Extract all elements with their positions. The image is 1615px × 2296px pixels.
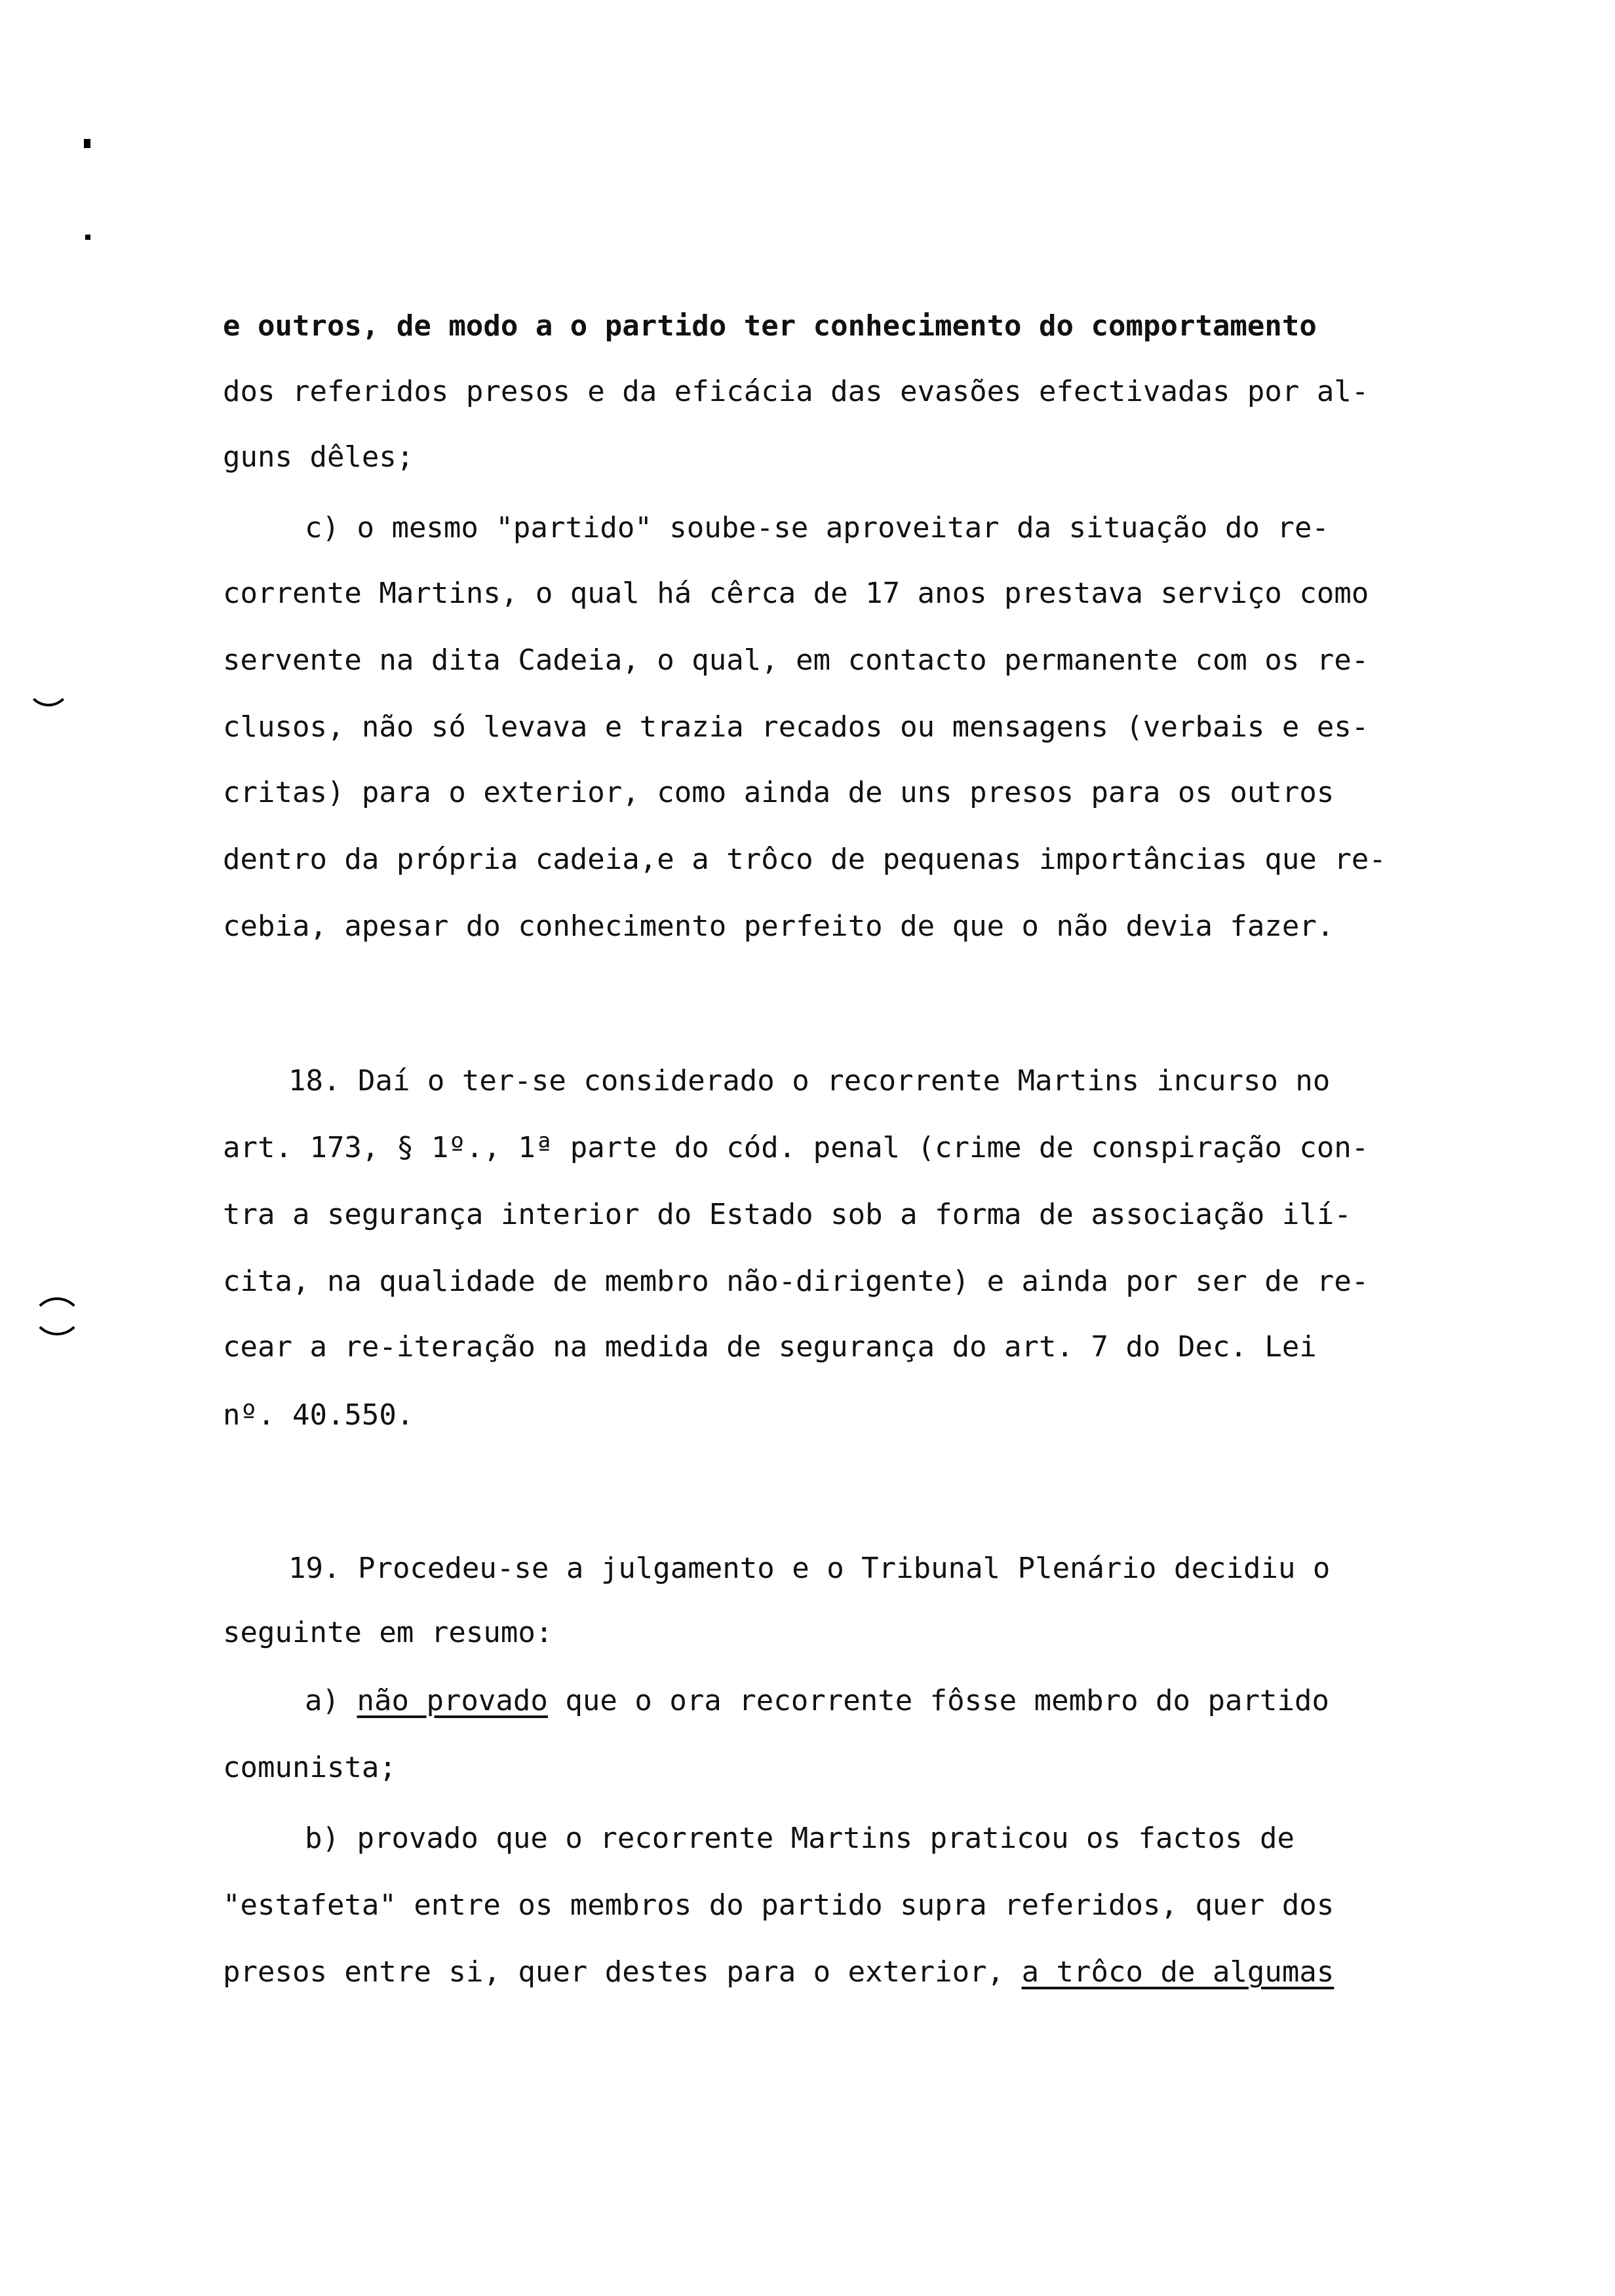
text-line: cita, na qualidade de membro não-dirigente) e ainda por ser de re-: [223, 1265, 1369, 1298]
text-line: servente na dita Cadeia, o qual, em contacto permanente com os re-: [223, 643, 1369, 677]
binder-hole-mark: [26, 662, 71, 706]
text-line: cebia, apesar do conhecimento perfeito de que o não devia fazer.: [223, 909, 1334, 943]
text-line: corrente Martins, o qual há cêrca de 17 anos prestava serviço como: [223, 577, 1369, 610]
binder-hole-mark: [31, 1297, 83, 1349]
item-label: a): [305, 1684, 340, 1717]
paragraph-18-line: 18. Daí o ter-se considerado o recorrente Martins incurso no: [288, 1064, 1331, 1098]
text-fragment: que o ora recorrente fôsse membro do partido: [547, 1684, 1329, 1717]
text-line: tra a segurança interior do Estado sob a forma de associação ilí-: [223, 1198, 1352, 1231]
text-line: "estafeta" entre os membros do partido supra referidos, quer dos: [223, 1888, 1334, 1922]
text-fragment: presos entre si, quer destes para o exterior,: [223, 1955, 1022, 1989]
margin-speck: [84, 139, 90, 148]
text-line: dentro da própria cadeia,e a trôco de pequenas importâncias que re-: [223, 843, 1386, 876]
margin-speck: [85, 235, 90, 240]
text-line: c) o mesmo "partido" soube-se aproveitar da situação do re-: [305, 511, 1329, 545]
text-line: art. 173, § 1º., 1ª parte do cód. penal (crime de conspiração con-: [223, 1131, 1369, 1164]
text-line: dos referidos presos e da eficácia das evasões efectivadas por al-: [223, 375, 1369, 408]
text-line: seguinte em resumo:: [223, 1616, 553, 1649]
text-line: nº. 40.550.: [223, 1398, 414, 1432]
underlined-phrase: a trôco de algumas: [1021, 1955, 1334, 1989]
item-a-line: [305, 1681, 1329, 1721]
text-line: comunista;: [223, 1751, 397, 1784]
text-line: [223, 1953, 1334, 1992]
text-line: cear a re-iteração na medida de segurança do art. 7 do Dec. Lei: [223, 1330, 1317, 1364]
text-line: critas) para o exterior, como ainda de uns presos para os outros: [223, 776, 1334, 809]
underlined-phrase: não provado: [357, 1684, 548, 1717]
paragraph-19-line: 19. Procedeu-se a julgamento e o Tribunal Plenário decidiu o: [288, 1552, 1331, 1585]
item-b-line: b) provado que o recorrente Martins praticou os factos de: [305, 1822, 1294, 1855]
text-line: guns dêles;: [223, 440, 414, 474]
text-line: clusos, não só levava e trazia recados ou mensagens (verbais e es-: [223, 710, 1369, 744]
text-line: e outros, de modo a o partido ter conhecimento do comportamento: [223, 309, 1317, 343]
